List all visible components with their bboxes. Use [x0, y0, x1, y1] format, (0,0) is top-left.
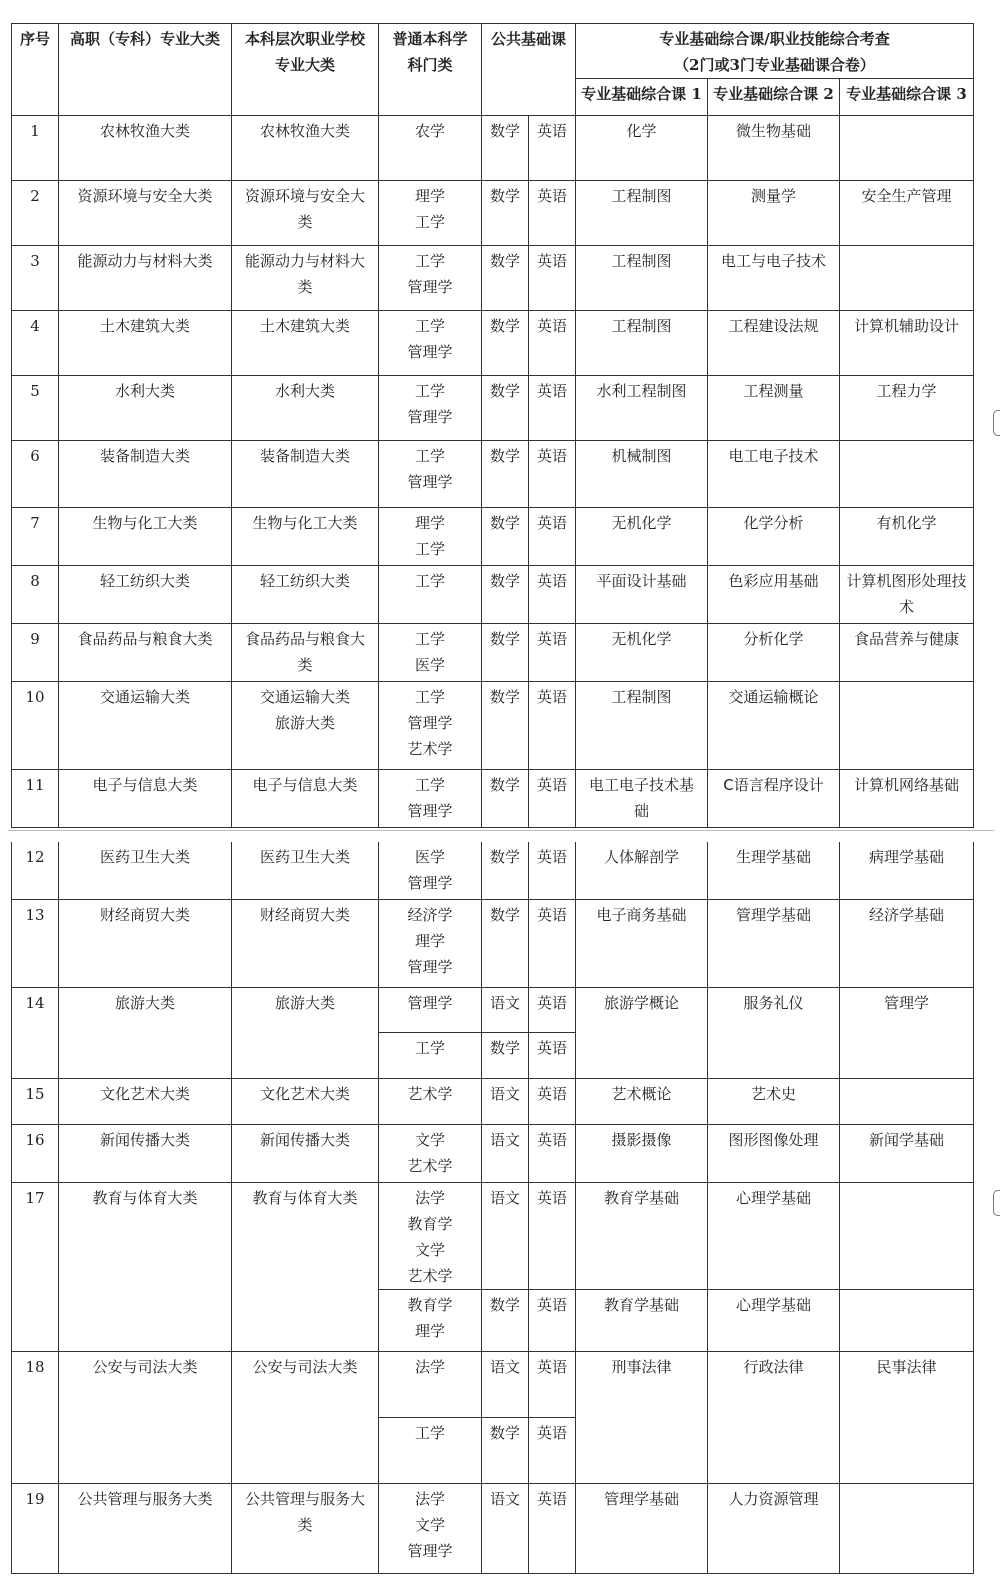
undergrad-category: 轻工纺织大类 [232, 566, 379, 624]
table-row [12, 181, 974, 246]
table-row [12, 682, 974, 770]
professional-course-1: 艺术概论 [576, 1078, 708, 1124]
professional-course-3 [840, 1289, 974, 1351]
undergrad-category: 旅游大类 [232, 987, 379, 1078]
public-course-2: 英语 [529, 1124, 576, 1182]
professional-course-3: 有机化学 [840, 508, 974, 566]
vocational-category: 能源动力与材料大类 [59, 246, 232, 311]
professional-course-2: 行政法律 [708, 1351, 840, 1483]
public-course-2: 英语 [529, 899, 576, 987]
table-row [12, 1483, 974, 1573]
table-row [12, 842, 974, 899]
public-course-2: 英语 [529, 842, 576, 899]
professional-course-2: 人力资源管理 [708, 1483, 840, 1573]
professional-course-2: C语言程序设计 [708, 770, 840, 828]
undergrad-category: 资源环境与安全大 类 [232, 181, 379, 246]
professional-course-1: 旅游学概论 [576, 987, 708, 1078]
professional-course-3: 民事法律 [840, 1351, 974, 1483]
row-index: 18 [12, 1351, 59, 1483]
row-index: 17 [12, 1182, 59, 1351]
vocational-category: 新闻传播大类 [59, 1124, 232, 1182]
public-course-1: 数学 [482, 770, 529, 828]
professional-course-1: 教育学基础 [576, 1182, 708, 1289]
header-general-discipline: 普通本科学 科门类 [379, 24, 482, 116]
public-course-1: 数学 [482, 508, 529, 566]
public-course-1: 语文 [482, 1351, 529, 1417]
undergrad-category: 电子与信息大类 [232, 770, 379, 828]
general-discipline: 工学 管理学 [379, 246, 482, 311]
vocational-category: 装备制造大类 [59, 441, 232, 508]
professional-course-3 [840, 1483, 974, 1573]
header-undergrad-vocational-category: 本科层次职业学校 专业大类 [232, 24, 379, 116]
table-row [12, 1182, 974, 1289]
professional-course-3 [840, 116, 974, 181]
public-course-1: 数学 [482, 566, 529, 624]
professional-course-3 [840, 682, 974, 770]
row-index: 12 [12, 842, 59, 899]
professional-course-1: 化学 [576, 116, 708, 181]
undergrad-category: 医药卫生大类 [232, 842, 379, 899]
professional-course-1: 工程制图 [576, 682, 708, 770]
vocational-category: 公共管理与服务大类 [59, 1483, 232, 1573]
professional-course-2: 测量学 [708, 181, 840, 246]
header-vocational-category: 高职（专科）专业大类 [59, 24, 232, 116]
public-course-1: 数学 [482, 246, 529, 311]
undergrad-category: 装备制造大类 [232, 441, 379, 508]
undergrad-category: 食品药品与粮食大 类 [232, 624, 379, 682]
public-course-1: 语文 [482, 1078, 529, 1124]
professional-course-1: 摄影摄像 [576, 1124, 708, 1182]
vocational-category: 财经商贸大类 [59, 899, 232, 987]
public-course-1: 数学 [482, 441, 529, 508]
table-row [12, 566, 974, 624]
professional-course-3: 工程力学 [840, 376, 974, 441]
professional-course-3: 食品营养与健康 [840, 624, 974, 682]
public-course-2: 英语 [529, 1351, 576, 1417]
row-index: 10 [12, 682, 59, 770]
header-public-courses: 公共基础课 [482, 24, 576, 116]
header-course-2: 专业基础综合课 2 [708, 79, 840, 116]
public-course-2: 英语 [529, 566, 576, 624]
table-row [12, 1124, 974, 1182]
row-index: 19 [12, 1483, 59, 1573]
professional-course-2: 工程建设法规 [708, 311, 840, 376]
undergrad-category: 新闻传播大类 [232, 1124, 379, 1182]
table-row [12, 376, 974, 441]
vocational-category: 农林牧渔大类 [59, 116, 232, 181]
public-course-1: 数学 [482, 181, 529, 246]
row-index: 8 [12, 566, 59, 624]
general-discipline: 工学 医学 [379, 624, 482, 682]
public-course-2: 英语 [529, 987, 576, 1032]
public-course-2: 英语 [529, 1078, 576, 1124]
professional-course-1: 电子商务基础 [576, 899, 708, 987]
professional-course-2: 交通运输概论 [708, 682, 840, 770]
general-discipline: 教育学 理学 [379, 1289, 482, 1351]
vocational-category: 文化艺术大类 [59, 1078, 232, 1124]
professional-course-2: 服务礼仪 [708, 987, 840, 1078]
admission-table-page-2 [11, 842, 974, 1574]
vocational-category: 电子与信息大类 [59, 770, 232, 828]
table-row [12, 987, 974, 1032]
vocational-category: 轻工纺织大类 [59, 566, 232, 624]
professional-course-1: 刑事法律 [576, 1351, 708, 1483]
scroll-handle-1[interactable] [993, 410, 1000, 436]
general-discipline: 工学 [379, 1032, 482, 1078]
professional-course-1: 工程制图 [576, 311, 708, 376]
public-course-2: 英语 [529, 770, 576, 828]
general-discipline: 工学 管理学 [379, 376, 482, 441]
row-index: 14 [12, 987, 59, 1078]
undergrad-category: 土木建筑大类 [232, 311, 379, 376]
public-course-2: 英语 [529, 181, 576, 246]
public-course-1: 数学 [482, 624, 529, 682]
public-course-2: 英语 [529, 1417, 576, 1483]
header-professional-courses: 专业基础综合课/职业技能综合考查 （2门或3门专业基础课合卷） [576, 24, 974, 79]
public-course-1: 数学 [482, 842, 529, 899]
public-course-1: 数学 [482, 682, 529, 770]
professional-course-2: 艺术史 [708, 1078, 840, 1124]
professional-course-2: 色彩应用基础 [708, 566, 840, 624]
vocational-category: 生物与化工大类 [59, 508, 232, 566]
undergrad-category: 文化艺术大类 [232, 1078, 379, 1124]
header-course-1: 专业基础综合课 1 [576, 79, 708, 116]
professional-course-1: 水利工程制图 [576, 376, 708, 441]
undergrad-category: 公共管理与服务大 类 [232, 1483, 379, 1573]
professional-course-3: 新闻学基础 [840, 1124, 974, 1182]
professional-course-1: 机械制图 [576, 441, 708, 508]
professional-course-2: 化学分析 [708, 508, 840, 566]
professional-course-1: 无机化学 [576, 624, 708, 682]
undergrad-category: 农林牧渔大类 [232, 116, 379, 181]
public-course-1: 数学 [482, 376, 529, 441]
professional-course-2: 生理学基础 [708, 842, 840, 899]
table-row [12, 246, 974, 311]
general-discipline: 工学 管理学 [379, 441, 482, 508]
professional-course-3: 安全生产管理 [840, 181, 974, 246]
public-course-1: 数学 [482, 899, 529, 987]
row-index: 5 [12, 376, 59, 441]
general-discipline: 法学 文学 管理学 [379, 1483, 482, 1573]
professional-course-1: 人体解剖学 [576, 842, 708, 899]
general-discipline: 法学 [379, 1351, 482, 1417]
public-course-2: 英语 [529, 376, 576, 441]
public-course-1: 数学 [482, 1417, 529, 1483]
public-course-1: 语文 [482, 1124, 529, 1182]
professional-course-1: 管理学基础 [576, 1483, 708, 1573]
professional-course-3: 管理学 [840, 987, 974, 1078]
general-discipline: 工学 管理学 [379, 770, 482, 828]
public-course-1: 语文 [482, 987, 529, 1032]
general-discipline: 工学 管理学 艺术学 [379, 682, 482, 770]
table-row [12, 116, 974, 181]
general-discipline: 法学 教育学 文学 艺术学 [379, 1182, 482, 1289]
professional-course-2: 图形图像处理 [708, 1124, 840, 1182]
public-course-2: 英语 [529, 1289, 576, 1351]
row-index: 15 [12, 1078, 59, 1124]
general-discipline: 艺术学 [379, 1078, 482, 1124]
professional-course-1: 工程制图 [576, 181, 708, 246]
undergrad-category: 公安与司法大类 [232, 1351, 379, 1483]
table-row [12, 1351, 974, 1417]
vocational-category: 教育与体育大类 [59, 1182, 232, 1351]
row-index: 9 [12, 624, 59, 682]
professional-course-2: 管理学基础 [708, 899, 840, 987]
public-course-2: 英语 [529, 246, 576, 311]
professional-course-3 [840, 1182, 974, 1289]
public-course-1: 数学 [482, 1289, 529, 1351]
table-row [12, 508, 974, 566]
undergrad-category: 交通运输大类 旅游大类 [232, 682, 379, 770]
row-index: 7 [12, 508, 59, 566]
professional-course-1: 教育学基础 [576, 1289, 708, 1351]
general-discipline: 农学 [379, 116, 482, 181]
professional-course-3 [840, 246, 974, 311]
public-course-2: 英语 [529, 624, 576, 682]
professional-course-2: 微生物基础 [708, 116, 840, 181]
row-index: 3 [12, 246, 59, 311]
row-index: 6 [12, 441, 59, 508]
professional-course-2: 电工与电子技术 [708, 246, 840, 311]
professional-course-3: 计算机辅助设计 [840, 311, 974, 376]
undergrad-category: 生物与化工大类 [232, 508, 379, 566]
row-index: 11 [12, 770, 59, 828]
public-course-1: 语文 [482, 1182, 529, 1289]
professional-course-2: 心理学基础 [708, 1182, 840, 1289]
table-row [12, 1078, 974, 1124]
table-row [12, 441, 974, 508]
vocational-category: 水利大类 [59, 376, 232, 441]
undergrad-category: 教育与体育大类 [232, 1182, 379, 1351]
professional-course-1: 平面设计基础 [576, 566, 708, 624]
public-course-2: 英语 [529, 311, 576, 376]
vocational-category: 公安与司法大类 [59, 1351, 232, 1483]
page-divider [8, 830, 994, 831]
general-discipline: 医学 管理学 [379, 842, 482, 899]
vocational-category: 资源环境与安全大类 [59, 181, 232, 246]
public-course-1: 数学 [482, 1032, 529, 1078]
public-course-2: 英语 [529, 508, 576, 566]
general-discipline: 工学 [379, 566, 482, 624]
table-row [12, 899, 974, 987]
table-row [12, 770, 974, 828]
professional-course-2: 分析化学 [708, 624, 840, 682]
professional-course-3: 计算机图形处理技 术 [840, 566, 974, 624]
row-index: 4 [12, 311, 59, 376]
row-index: 2 [12, 181, 59, 246]
general-discipline: 文学 艺术学 [379, 1124, 482, 1182]
admission-table-page-1 [11, 23, 974, 828]
public-course-2: 英语 [529, 441, 576, 508]
row-index: 1 [12, 116, 59, 181]
vocational-category: 交通运输大类 [59, 682, 232, 770]
header-course-3: 专业基础综合课 3 [840, 79, 974, 116]
undergrad-category: 财经商贸大类 [232, 899, 379, 987]
public-course-2: 英语 [529, 682, 576, 770]
general-discipline: 管理学 [379, 987, 482, 1032]
professional-course-3: 计算机网络基础 [840, 770, 974, 828]
public-course-2: 英语 [529, 1032, 576, 1078]
public-course-1: 数学 [482, 311, 529, 376]
public-course-1: 语文 [482, 1483, 529, 1573]
general-discipline: 工学 [379, 1417, 482, 1483]
general-discipline: 工学 管理学 [379, 311, 482, 376]
general-discipline: 理学 工学 [379, 181, 482, 246]
professional-course-1: 无机化学 [576, 508, 708, 566]
scroll-handle-2[interactable] [993, 1190, 1000, 1216]
professional-course-1: 电工电子技术基 础 [576, 770, 708, 828]
vocational-category: 医药卫生大类 [59, 842, 232, 899]
professional-course-3 [840, 1078, 974, 1124]
professional-course-3: 经济学基础 [840, 899, 974, 987]
professional-course-3 [840, 441, 974, 508]
public-course-2: 英语 [529, 116, 576, 181]
professional-course-2: 电工电子技术 [708, 441, 840, 508]
general-discipline: 理学 工学 [379, 508, 482, 566]
public-course-2: 英语 [529, 1483, 576, 1573]
table-row [12, 311, 974, 376]
undergrad-category: 水利大类 [232, 376, 379, 441]
public-course-1: 数学 [482, 116, 529, 181]
general-discipline: 经济学 理学 管理学 [379, 899, 482, 987]
vocational-category: 食品药品与粮食大类 [59, 624, 232, 682]
table-row [12, 624, 974, 682]
professional-course-1: 工程制图 [576, 246, 708, 311]
professional-course-3: 病理学基础 [840, 842, 974, 899]
undergrad-category: 能源动力与材料大 类 [232, 246, 379, 311]
vocational-category: 旅游大类 [59, 987, 232, 1078]
professional-course-2: 工程测量 [708, 376, 840, 441]
public-course-2: 英语 [529, 1182, 576, 1289]
vocational-category: 土木建筑大类 [59, 311, 232, 376]
professional-course-2: 心理学基础 [708, 1289, 840, 1351]
row-index: 13 [12, 899, 59, 987]
row-index: 16 [12, 1124, 59, 1182]
header-index: 序号 [12, 24, 59, 116]
